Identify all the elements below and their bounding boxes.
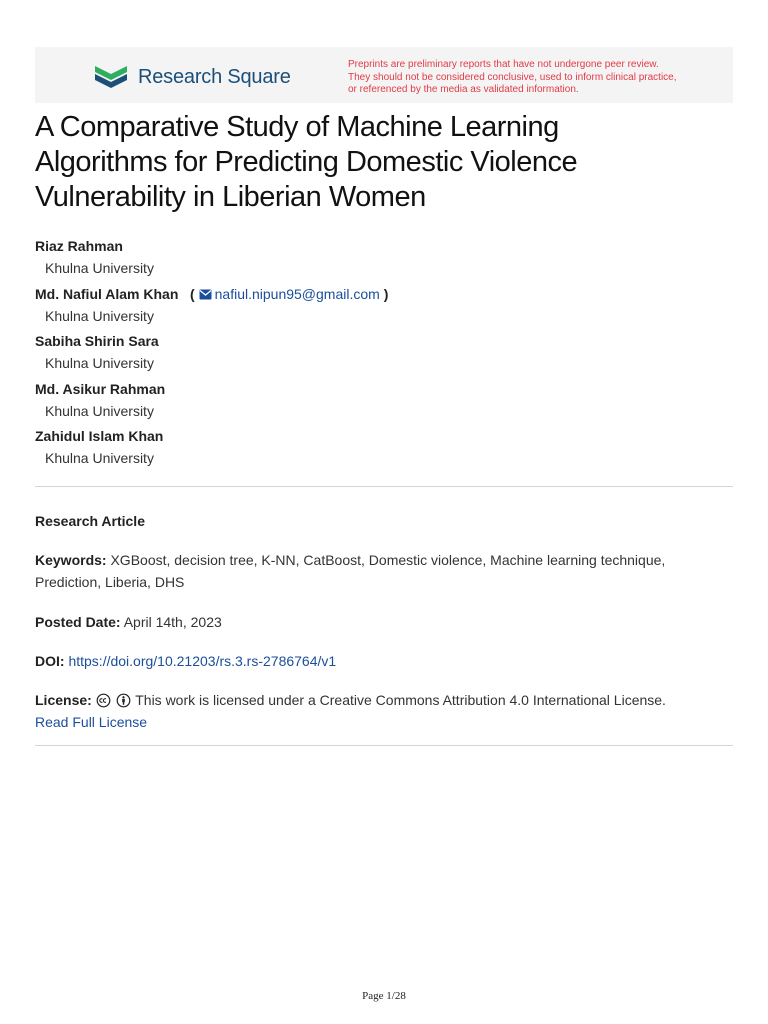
disclaimer-line: Preprints are preliminary reports that have not undergone peer review.: [348, 59, 659, 70]
research-square-logo[interactable]: [93, 63, 291, 91]
read-full-license-link[interactable]: Read Full License: [35, 714, 148, 730]
author-affiliation: Khulna University: [45, 450, 154, 466]
keywords-label: Keywords:: [35, 552, 107, 568]
author-name: Sabiha Shirin Sara: [35, 333, 159, 349]
author-email: nafiul.nipun95@gmail.com: [214, 285, 380, 302]
doi-label: DOI:: [35, 653, 65, 669]
author-name: Zahidul Islam Khan: [35, 428, 164, 444]
license-text: This work is licensed under a Creative Commons Attribution 4.0 International License.: [135, 692, 666, 708]
license: [35, 689, 735, 733]
section-divider: [35, 745, 733, 746]
author-affiliation: Khulna University: [45, 307, 154, 324]
cc-icon: [96, 693, 111, 708]
logo-text: Research Square: [138, 65, 291, 88]
author-name: Md. Nafiul Alam Khan: [35, 285, 179, 302]
by-icon: [116, 693, 131, 708]
preprint-header: [35, 47, 733, 103]
author-name: Riaz Rahman: [35, 238, 123, 254]
author-entry: [35, 331, 735, 379]
disclaimer-line: or referenced by the media as validated information.: [348, 84, 579, 95]
doi-link[interactable]: https://doi.org/10.21203/rs.3.rs-2786764/v1: [68, 653, 337, 669]
doi: [35, 650, 735, 672]
envelope-icon: [199, 289, 212, 300]
page-number: Page 1/28: [362, 990, 406, 1002]
author-entry: [35, 426, 735, 474]
paper-title: [35, 110, 735, 215]
disclaimer-line: They should not be considered conclusive, used to inform clinical practice,: [348, 71, 677, 83]
research-square-logo-icon: [93, 63, 129, 91]
author-entry: [35, 379, 735, 427]
title-line: A Comparative Study of Machine Learning: [35, 111, 559, 143]
title-line: Algorithms for Predicting Domestic Violence: [35, 146, 578, 178]
preprint-disclaimer: [348, 59, 708, 97]
author-entry: [35, 284, 735, 332]
author-affiliation: Khulna University: [45, 260, 154, 276]
author-email-link[interactable]: [199, 286, 380, 302]
license-label: License:: [35, 692, 92, 708]
author-name-row: [35, 284, 735, 306]
title-line: Vulnerability in Liberian Women: [35, 181, 426, 213]
posted-date-label: Posted Date:: [35, 614, 121, 630]
posted-date: [35, 611, 735, 633]
author-affiliation: Khulna University: [45, 355, 154, 371]
keywords-value-cont: Prediction, Liberia, DHS: [35, 574, 185, 590]
posted-date-value: April 14th, 2023: [123, 614, 222, 630]
author-list: [35, 236, 735, 474]
author-name: Md. Asikur Rahman: [35, 380, 166, 397]
article-type: [35, 510, 735, 532]
author-affiliation: Khulna University: [45, 402, 154, 419]
email-wrapper: ( nafiul.nipun95@gmail.com ): [182, 285, 389, 302]
section-divider: [35, 486, 733, 487]
article-type-label: Research Article: [35, 513, 145, 529]
author-entry: [35, 236, 735, 284]
keywords: [35, 549, 735, 593]
keywords-value: XGBoost, decision tree, K-NN, CatBoost, Domestic violence, Machine learning technique,: [110, 552, 666, 568]
